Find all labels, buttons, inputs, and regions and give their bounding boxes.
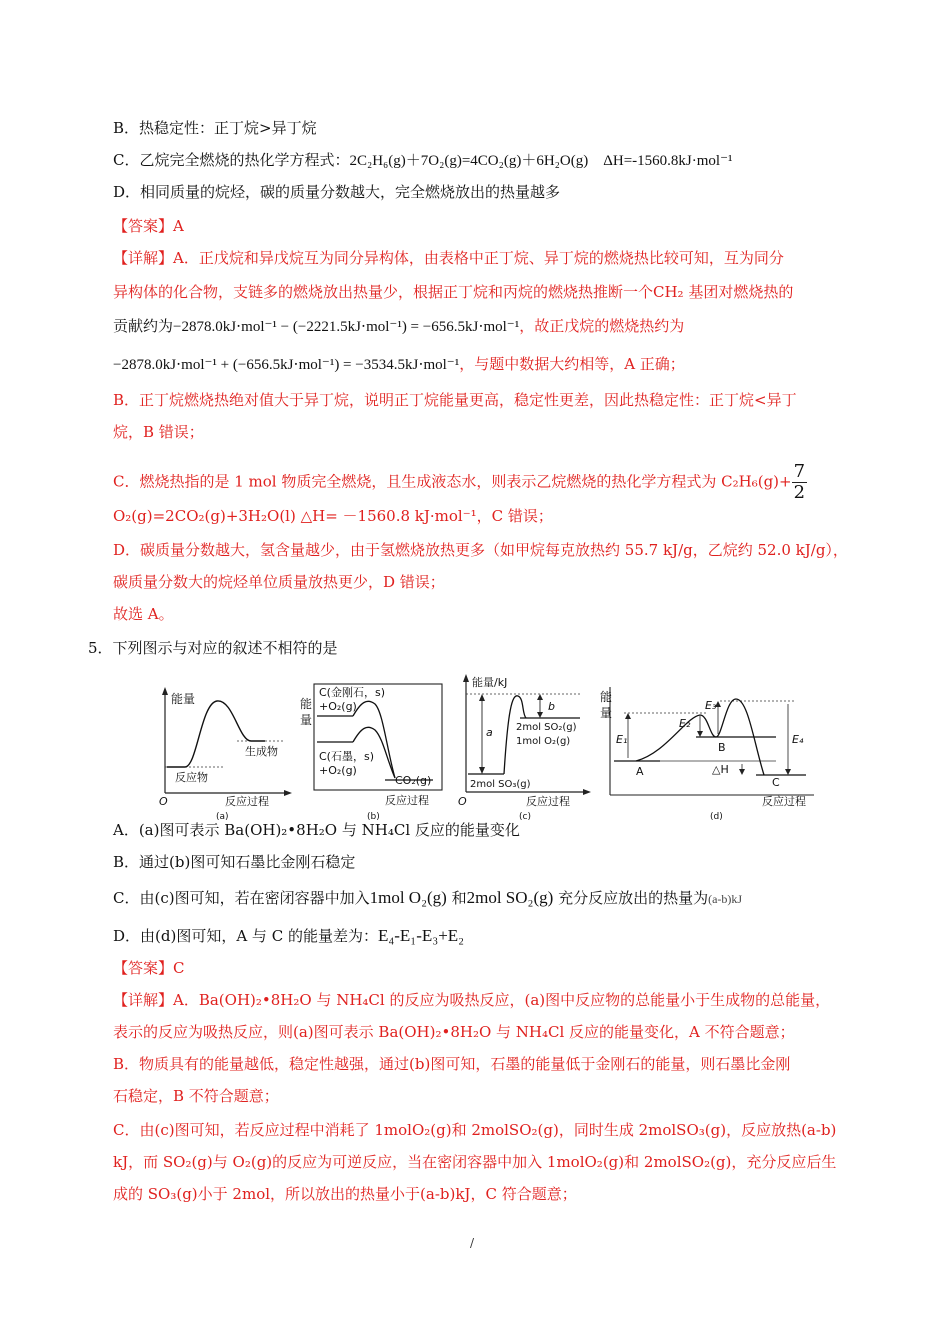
- q4-explanation-b-line1: B．正丁烷燃烧热绝对值大于异丁烷，说明正丁烷能量更高，稳定性更差，因此热稳定性：正丁烷<异丁: [113, 391, 797, 409]
- arrow-e2-head-icon: [697, 731, 703, 737]
- q5-explanation-a-line2: 表示的反应为吸热反应，则(a)图可表示 Ba(OH)₂•8H₂O 与 NH₄Cl 反应的能量变化，A 不符合题意；: [113, 1023, 795, 1041]
- q4-explanation-d-line1: D．碳质量分数越大，氢含量越少，由于氢燃烧放热更多（如甲烷每克放热约 55.7 kJ/g，乙烷约 52.0 kJ/g），: [113, 541, 848, 559]
- label-a: A: [636, 765, 644, 778]
- diamond-label: C(金刚石，s): [319, 686, 385, 699]
- graphite-o2-label: +O₂(g): [319, 764, 357, 777]
- y-axis-label-bottom: 量: [300, 713, 313, 727]
- page-footer-mark: /: [470, 1236, 475, 1250]
- label-b: B: [718, 741, 726, 754]
- x-axis-arrow-icon: [284, 790, 292, 796]
- q5-option-c-value: (a-b)kJ: [708, 892, 743, 906]
- y-axis-label: 能量/kJ: [472, 676, 508, 689]
- q4-option-c-equation: 2C₂H₆(g)＋7O₂(g)=4CO₂(g)＋6H₂O(g) ΔH=-1560.8kJ·mol⁻¹: [349, 153, 733, 169]
- arrow-b-head-icon: [537, 694, 543, 700]
- label-e4: E₄: [792, 733, 804, 746]
- arrow-e4-head-icon: [785, 769, 791, 775]
- fraction-denominator: 2: [793, 482, 806, 503]
- q4-explanation-a-line3: [113, 316, 684, 337]
- origin-label: O: [159, 795, 168, 808]
- arrow-dh-head-icon: [739, 769, 745, 775]
- caption: (b): [367, 812, 380, 822]
- diagram-d: [596, 683, 820, 823]
- caption: (d): [710, 812, 723, 822]
- q5-stem: 5．下列图示与对应的叙述不相符的是: [88, 639, 338, 657]
- y-axis-label-bottom: 量: [600, 706, 613, 720]
- q4-option-c-text: C．乙烷完全燃烧的热化学方程式：: [113, 151, 350, 169]
- q4-explanation-c-text: C．燃烧热指的是 1 mol 物质完全燃烧，且生成液态水，则表示乙烷燃烧的热化学方程式为 C₂H₆(g)+: [113, 472, 792, 491]
- y-axis-label-top: 能: [600, 690, 613, 704]
- label-c: C: [772, 776, 780, 789]
- q4-explanation-c-fraction: [792, 462, 807, 503]
- product-label: 生成物: [245, 745, 278, 758]
- q4-explanation-a-line4: [113, 354, 685, 375]
- diamond-curve: [353, 701, 395, 778]
- x-axis-label: 反应过程: [225, 795, 269, 808]
- reactant-label: 反应物: [175, 771, 208, 784]
- q4-explanation-d-line2: 碳质量分数大的烷烃单位质量放热更少，D 错误；: [113, 573, 445, 591]
- label-a: a: [486, 726, 493, 739]
- q5-option-d-value: E₄-E₁-E₃+E₂: [377, 926, 465, 945]
- q4-explanation-b-line2: 烷，B 错误；: [113, 423, 204, 441]
- y-axis-label-top: 能: [300, 697, 313, 711]
- q5-explanation-c-line1: C．由(c)图可知，若反应过程中消耗了 1molO₂(g)和 2molSO₂(g)，同时生成 2molSO₃(g)，反应放热(a-b): [113, 1121, 837, 1139]
- x-axis-label: 反应过程: [526, 795, 570, 808]
- x-axis-arrow-icon: [583, 789, 591, 795]
- arrow-a-tail-icon: [479, 767, 485, 774]
- q5-option-d: [113, 926, 464, 946]
- q5-option-c-and: 和: [446, 889, 467, 907]
- arrow-b-tail-icon: [537, 712, 543, 718]
- caption: (a): [216, 812, 229, 822]
- label-b: b: [548, 700, 555, 713]
- co2-label: CO₂(g): [395, 774, 432, 787]
- q5-option-c-prefix: C．由(c)图可知，若在密闭容器中加入: [113, 889, 370, 907]
- graphite-label: C(石墨，s): [319, 750, 374, 763]
- q5-explanation-b-line1: B．物质具有的能量越低，稳定性越强，通过(b)图可知，石墨的能量低于金刚石的能量，则石墨比金刚: [113, 1055, 791, 1073]
- x-axis-label: 反应过程: [762, 795, 806, 808]
- so2-label: 2mol SO₂(g): [516, 722, 577, 733]
- q5-answer: 【答案】C: [113, 959, 185, 977]
- q4-explanation-c-line1: [113, 462, 807, 503]
- so3-label: 2mol SO₃(g): [470, 779, 531, 790]
- diagram-b: [297, 680, 445, 823]
- q4-explanation-a-math1: 贡献约为−2878.0kJ⋅mol⁻¹ − (−2221.5kJ⋅mol⁻¹) = −656.5kJ⋅mol⁻¹: [113, 319, 520, 335]
- q4-explanation-a-line1: 【详解】A．正戊烷和异戊烷互为同分异构体，由表格中正丁烷、异丁烷的燃烧热比较可知，互为同分: [113, 249, 784, 267]
- q5-option-c-so2: 2mol SO₂(g): [466, 888, 554, 907]
- label-e1: E₁: [616, 733, 628, 746]
- q4-option-b: B．热稳定性：正丁烷>异丁烷: [113, 119, 317, 137]
- q4-conclusion: 故选 A。: [113, 605, 174, 623]
- q5-option-c-o2: 1mol O₂(g): [369, 888, 447, 907]
- q5-option-d-prefix: D．由(d)图可知，A 与 C 的能量差为：: [113, 927, 378, 945]
- diamond-o2-label: +O₂(g): [319, 700, 357, 713]
- q5-explanation-b-line2: 石稳定，B 不符合题意；: [113, 1087, 279, 1105]
- diagram-a: [155, 683, 295, 823]
- q5-option-a: A．(a)图可表示 Ba(OH)₂•8H₂O 与 NH₄Cl 反应的能量变化: [113, 821, 520, 839]
- y-axis-arrow-icon: [162, 687, 168, 695]
- diagram-c: [456, 670, 592, 823]
- label-dh: △H: [712, 763, 729, 776]
- q5-option-c: [113, 888, 742, 909]
- q5-option-b: B．通过(b)图可知石墨比金刚石稳定: [113, 853, 356, 871]
- y-axis-arrow-icon: [463, 674, 469, 682]
- fraction-numerator: 7: [793, 461, 806, 482]
- y-axis-label: 能量: [171, 692, 196, 706]
- caption: (c): [519, 812, 531, 822]
- q4-explanation-c-line2: O₂(g)=2CO₂(g)+3H₂O(l) △H= －1560.8 kJ·mol⁻¹，C 错误；: [113, 507, 553, 525]
- q4-answer: 【答案】A: [113, 217, 184, 235]
- x-axis-label: 反应过程: [385, 794, 429, 807]
- q5-explanation-c-line3: 成的 SO₃(g)小于 2mol，所以放出的热量小于(a-b)kJ，C 符合题意；: [113, 1185, 577, 1203]
- q4-explanation-a-text2: ，与题中数据大约相等，A 正确；: [459, 355, 685, 373]
- q5-explanation-a-line1: 【详解】A．Ba(OH)₂•8H₂O 与 NH₄Cl 的反应为吸热反应，(a)图中反应物的总能量小于生成物的总能量，: [113, 991, 831, 1009]
- q4-option-c: [113, 150, 733, 171]
- arrow-a-head-icon: [479, 694, 485, 701]
- arrow-e1-head-icon: [625, 713, 631, 719]
- label-e3: E₃: [705, 699, 717, 712]
- o2-label: 1mol O₂(g): [516, 736, 571, 747]
- q4-explanation-a-text1: ，故正戊烷的燃烧热约为: [519, 317, 685, 335]
- q4-explanation-a-line2: 异构体的化合物，支链多的燃烧放出热量少，根据正丁烷和丙烷的燃烧热推断一个CH₂ 基团对燃烧热的: [113, 283, 794, 301]
- origin-label: O: [458, 795, 467, 808]
- q4-option-d: D．相同质量的烷烃，碳的质量分数越大，完全燃烧放出的热量越多: [113, 183, 561, 201]
- energy-curve: [504, 696, 526, 774]
- q5-option-c-suffix: 充分反应放出的热量为: [553, 889, 709, 907]
- label-e2: E₂: [679, 717, 691, 730]
- q4-explanation-a-math2: −2878.0kJ⋅mol⁻¹ + (−656.5kJ⋅mol⁻¹) = −3534.5kJ⋅mol⁻¹: [113, 357, 460, 373]
- q5-explanation-c-line2: kJ，而 SO₂(g)与 O₂(g)的反应为可逆反应，当在密闭容器中加入 1molO₂(g)和 2molSO₂(g)，充分反应后生: [113, 1153, 837, 1171]
